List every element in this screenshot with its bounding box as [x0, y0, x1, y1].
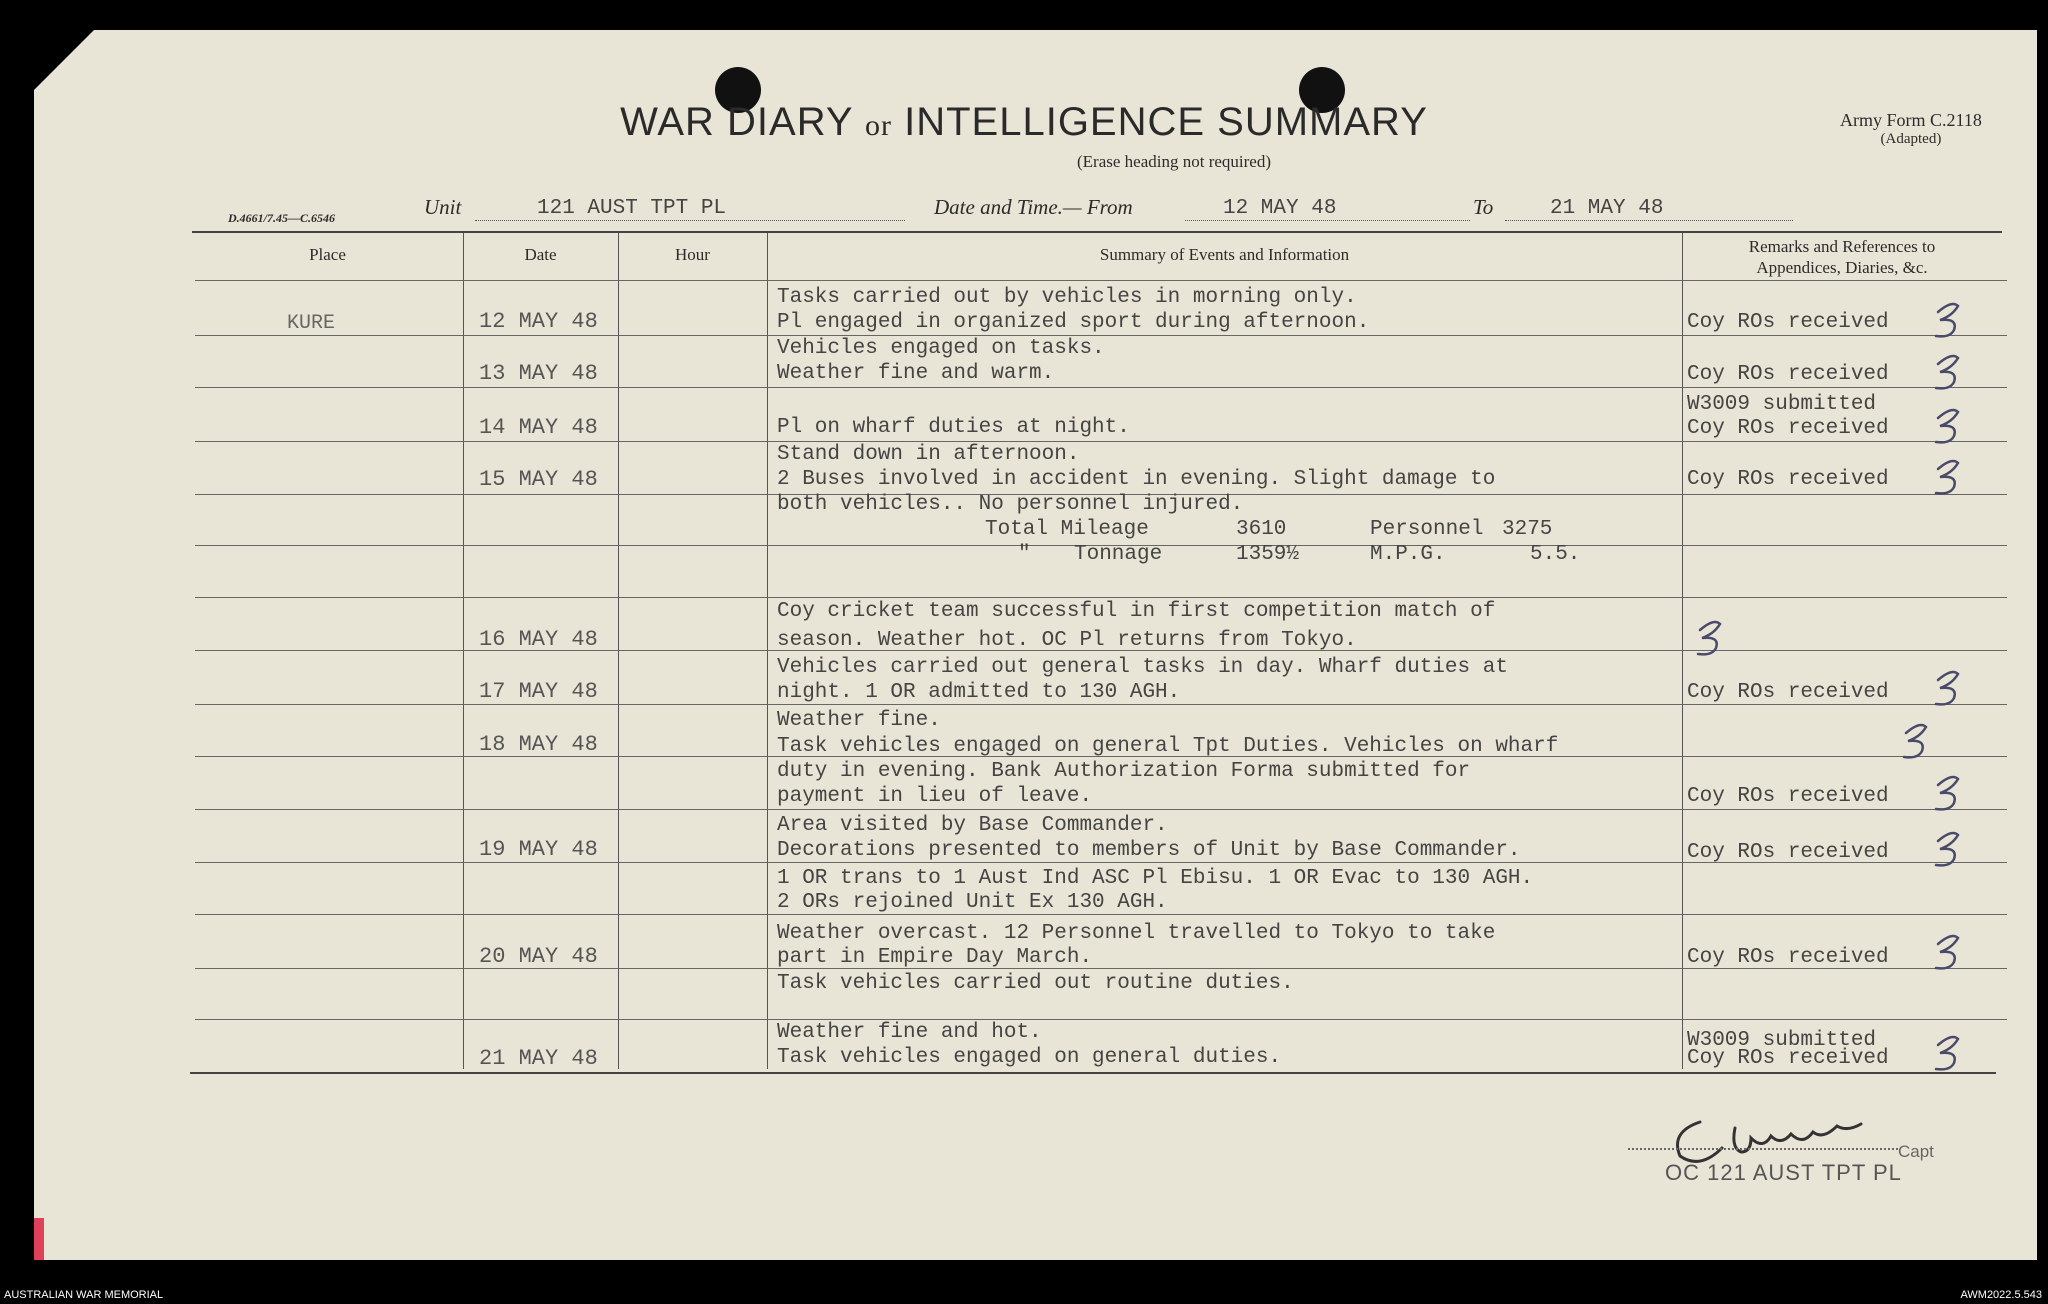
summary-line: Tasks carried out by vehicles in morning only.: [777, 286, 1357, 309]
summary-line: Weather fine and hot.: [777, 1021, 1042, 1044]
army-form-number: Army Form C.2118: [1840, 110, 1982, 130]
summary-line: Weather overcast. 12 Personnel travelled to Tokyo to take: [777, 922, 1496, 945]
header-summary: Summary of Events and Information: [1099, 245, 1350, 264]
summary-line: payment in lieu of leave.: [777, 785, 1093, 808]
summary-line: part in Empire Day March.: [777, 946, 1093, 969]
signature-scrawl: [1678, 1122, 1862, 1161]
initials-mark: [1936, 777, 1958, 809]
place-kure: KURE: [287, 312, 336, 335]
date-entry: 18 MAY 48: [479, 732, 598, 757]
summary-line: Weather fine.: [777, 709, 941, 732]
footer-source: AUSTRALIAN WAR MEMORIAL: [4, 1289, 164, 1301]
summary-line: Pl engaged in organized sport during afternoon.: [777, 311, 1370, 334]
header-date: Date: [524, 245, 557, 264]
to-date-value: 21 MAY 48: [1505, 197, 1793, 221]
initials-mark: [1936, 461, 1958, 493]
summary-line: Decorations presented to members of Unit by Base Commander.: [777, 839, 1521, 862]
summary-line: 2 Buses involved in accident in evening. Slight damage to: [777, 468, 1496, 491]
initials-mark: [1936, 304, 1958, 336]
date-entry: 21 MAY 48: [479, 1046, 598, 1071]
summary-line: Vehicles carried out general tasks in day. Wharf duties at: [777, 656, 1508, 679]
initials-mark: [1936, 1037, 1958, 1069]
total-mileage-value: 3610: [1236, 518, 1287, 541]
remark-coy-ros: Coy ROs received: [1687, 841, 1889, 864]
title-intelligence-summary: INTELLIGENCE SUMMARY: [904, 100, 1428, 144]
summary-line: Vehicles engaged on tasks.: [777, 337, 1105, 360]
title-war-diary: WAR DIARY: [620, 100, 853, 144]
summary-line: season. Weather hot. OC Pl returns from Tokyo.: [777, 629, 1357, 652]
summary-line: Area visited by Base Commander.: [777, 814, 1168, 837]
rank-capt: Capt: [1898, 1142, 1934, 1161]
unit-label: Unit: [424, 195, 462, 219]
mpg-label: M.P.G.: [1370, 543, 1446, 566]
initials-mark: [1936, 672, 1958, 704]
signature-dotted-line: [1628, 1148, 1898, 1150]
summary-line: both vehicles.. No personnel injured.: [777, 493, 1244, 516]
date-time-from-label: Date and Time.— From: [934, 195, 1133, 219]
to-label: To: [1473, 195, 1494, 219]
summary-line: night. 1 OR admitted to 130 AGH.: [777, 681, 1181, 704]
header-remarks-line-2: Appendices, Diaries, &c.: [1756, 258, 1928, 277]
date-entry: 20 MAY 48: [479, 944, 598, 969]
remark-coy-ros: Coy ROs received: [1687, 681, 1889, 704]
initials-mark: [1936, 410, 1958, 442]
header-remarks-line-1: Remarks and References to: [1748, 237, 1936, 256]
unit-value: 121 AUST TPT PL: [475, 197, 905, 221]
header-hour: Hour: [675, 245, 710, 264]
summary-line: Coy cricket team successful in first competition match of: [777, 600, 1496, 623]
remark-coy-ros: Coy ROs received: [1687, 468, 1889, 491]
date-entry: 19 MAY 48: [479, 837, 598, 862]
remark-w3009: W3009 submitted: [1687, 1029, 1877, 1052]
from-date-value: 12 MAY 48: [1185, 197, 1470, 221]
initials-mark: [1936, 833, 1958, 865]
summary-line: Task vehicles engaged on general duties.: [777, 1046, 1282, 1069]
date-entry: 16 MAY 48: [479, 627, 598, 652]
summary-line: 1 OR trans to 1 Aust Ind ASC Pl Ebisu. 1 OR Evac to 130 AGH.: [777, 867, 1534, 890]
header-place: Place: [309, 245, 346, 264]
summary-line: 2 ORs rejoined Unit Ex 130 AGH.: [777, 891, 1168, 914]
date-entry: 15 MAY 48: [479, 467, 598, 492]
date-entry: 17 MAY 48: [479, 679, 598, 704]
remark-coy-ros: Coy ROs received: [1687, 417, 1889, 440]
form-code: D.4661/7.45—C.6546: [228, 211, 336, 225]
mpg-value: 5.5.: [1530, 543, 1581, 566]
ditto-mark: ": [1018, 543, 1031, 566]
personnel-label: Personnel: [1370, 518, 1484, 541]
remark-w3009: W3009 submitted: [1687, 393, 1877, 416]
summary-line: Weather fine and warm.: [777, 362, 1055, 385]
summary-line: Stand down in afternoon.: [777, 443, 1080, 466]
unit-stamp: OC 121 AUST TPT PL: [1665, 1160, 1902, 1185]
army-form-adapted: (Adapted): [1880, 131, 1942, 147]
personnel-value: 3275: [1502, 518, 1553, 541]
erase-note: (Erase heading not required): [1077, 152, 1271, 171]
initials-mark: [1698, 622, 1720, 654]
total-mileage-label: Total Mileage: [985, 518, 1149, 541]
date-entry: 14 MAY 48: [479, 415, 598, 440]
remark-coy-ros: Coy ROs received: [1687, 1047, 1889, 1070]
remark-coy-ros: Coy ROs received: [1687, 363, 1889, 386]
initials-mark: [1936, 936, 1958, 968]
summary-line: duty in evening. Bank Authorization Forma submitted for: [777, 760, 1471, 783]
summary-line: Pl on wharf duties at night.: [777, 416, 1130, 439]
date-entry: 13 MAY 48: [479, 361, 598, 386]
initials-mark: [1904, 725, 1926, 757]
remark-coy-ros: Coy ROs received: [1687, 311, 1889, 334]
remark-coy-ros: Coy ROs received: [1687, 785, 1889, 808]
tonnage-value: 1359½: [1236, 543, 1300, 566]
remark-coy-ros: Coy ROs received: [1687, 946, 1889, 969]
date-entry: 12 MAY 48: [479, 309, 598, 334]
tonnage-label: Tonnage: [1074, 543, 1163, 566]
footer-reference: AWM2022.5.543: [1960, 1289, 2042, 1301]
summary-line: Task vehicles engaged on general Tpt Duties. Vehicles on wharf: [777, 735, 1559, 758]
summary-line: Task vehicles carried out routine duties.: [777, 972, 1294, 995]
initials-mark: [1936, 356, 1958, 388]
title-or: or: [864, 109, 892, 142]
